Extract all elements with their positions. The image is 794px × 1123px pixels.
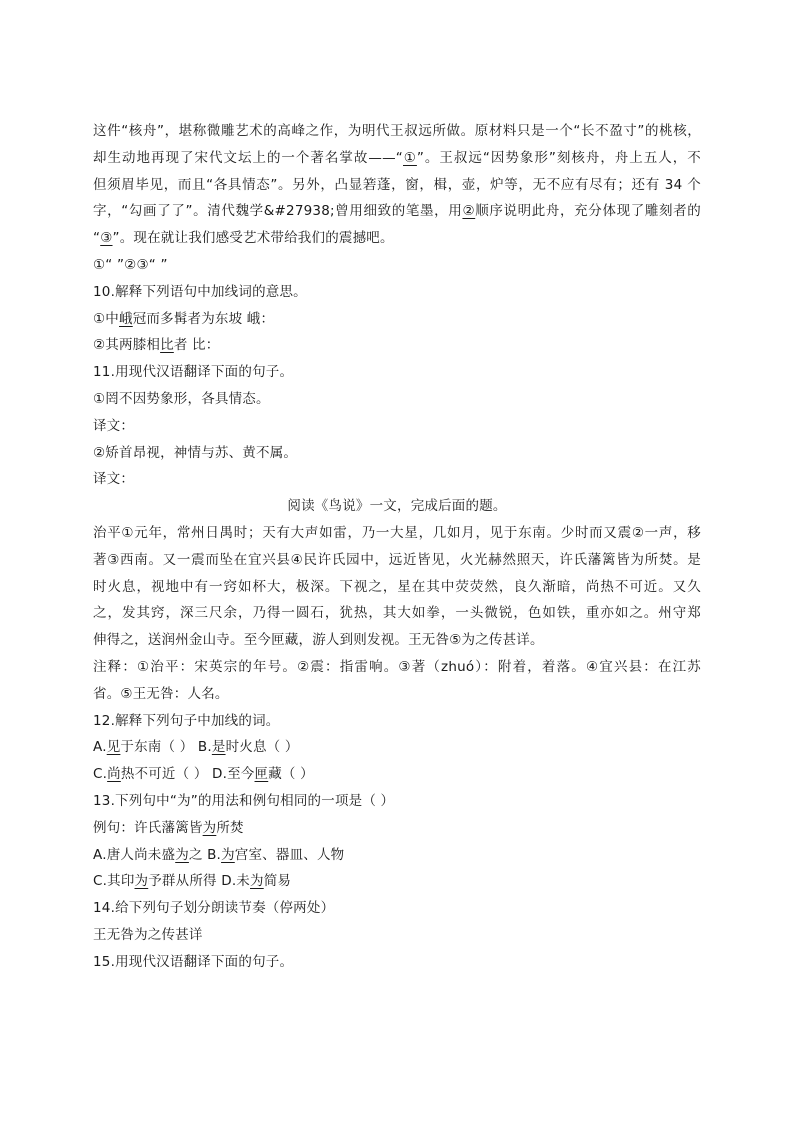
text: D.至今 — [207, 766, 255, 783]
blank-marker-1: ① — [403, 149, 417, 166]
question-13-title: 13.下列句中“为”的用法和例句相同的一项是（ ） — [93, 792, 395, 809]
reading-line: 伸得之，送润州金山寺。至今匣藏，游人到则发视。王无咎⑤为之传甚详。 — [93, 632, 544, 649]
reading-line: 治平①元年，常州日禺时；天有大声如雷，乃一大星，几如月，见于东南。少时而又震②一声，移 — [93, 524, 701, 541]
text: 予群从所得 — [148, 873, 217, 890]
underlined-word: 尚 — [107, 766, 121, 783]
text: B. — [193, 739, 212, 756]
blank-marker-3: ③ — [100, 230, 113, 247]
text: 时火息（ ） — [225, 739, 299, 756]
text: B. — [202, 846, 222, 863]
question-11-item-1: ①罔不因势象形，各具情态。 — [93, 390, 270, 407]
text: 宫室、器皿、人物 — [234, 846, 345, 863]
question-13-options-cd — [93, 868, 701, 895]
question-12-options-ab — [93, 734, 701, 761]
text: 例句：许氏藩篱皆 — [93, 819, 203, 836]
text: ②其两膝相 — [93, 337, 161, 354]
notes-line: 省。⑤王无咎：人名。 — [93, 685, 229, 702]
passage-text: 却生动地再现了宋代文坛上的一个著名掌故——“ — [93, 149, 403, 166]
document-content — [93, 118, 701, 976]
answer-line: ①“ ”②③“ ” — [93, 256, 168, 273]
text: A. — [93, 739, 107, 756]
text: C.其印 — [93, 873, 135, 890]
text: 冠而多髯者为东坡 峨： — [132, 310, 275, 327]
question-12-title: 12.解释下列句子中加线的词。 — [93, 712, 280, 729]
question-11-item-2: ②矫首昂视，神情与苏、黄不属。 — [93, 444, 298, 461]
passage-text: “ — [93, 230, 101, 247]
blank-marker-2: ② — [462, 203, 476, 220]
passage-line — [93, 145, 701, 172]
question-15-title: 15.用现代汉语翻译下面的句子。 — [93, 953, 294, 970]
text: 之 — [188, 846, 203, 863]
underlined-word: 为 — [221, 846, 235, 863]
underlined-word: 为 — [134, 873, 149, 890]
question-14-title: 14.给下列句子划分朗读节奏（停两处） — [93, 900, 335, 917]
translation-label: 译文： — [93, 417, 135, 434]
question-10-item-1 — [93, 306, 701, 333]
underlined-word: 为 — [202, 819, 217, 836]
text: ①中 — [93, 310, 120, 327]
text: 简易 — [263, 873, 292, 890]
translation-label: 译文： — [93, 471, 135, 488]
question-10-item-2 — [93, 332, 701, 359]
passage-text: ”。现在就让我们感受艺术带给我们的震撼吧。 — [112, 230, 394, 247]
text: 于东南（ ） — [120, 739, 194, 756]
question-10-title: 10.解释下列语句中加线词的意思。 — [93, 283, 307, 300]
underlined-word: 见 — [106, 739, 121, 756]
text: A.唐人尚未盛 — [93, 846, 176, 863]
reading-line: 著③西南。又一震而坠在宜兴县④民许氏园中，远近皆见，火光赫然照天，许氏藩篱皆为所焚。是 — [93, 551, 701, 568]
text: 者 比： — [173, 337, 220, 354]
passage-line — [93, 198, 701, 225]
notes-line: 注释：①治平：宋英宗的年号。②震：指雷响。③著（zhuó）：附着，着落。④宜兴县：在江苏 — [93, 658, 701, 675]
passage-line — [93, 225, 701, 252]
passage-line: 这件“核舟”，堪称微雕艺术的高峰之作，为明代王叔远所做。原材料只是一个“长不盈寸”的桃核， — [93, 123, 701, 139]
underlined-word: 是 — [211, 739, 226, 756]
question-12-options-cd — [93, 761, 701, 788]
question-11-title: 11.用现代汉语翻译下面的句子。 — [93, 364, 294, 381]
underlined-word: 比 — [160, 337, 174, 354]
text: C. — [93, 766, 108, 783]
underlined-word: 为 — [250, 873, 264, 890]
text: 藏（ ） — [268, 766, 314, 783]
reading-heading: 阅读《鸟说》一文，完成后面的题。 — [287, 498, 507, 515]
reading-line: 之，发其窍，深三尺余，乃得一圆石，犹热，其大如拳，一头微锐，色如铁，重亦如之。州守郑 — [93, 605, 701, 622]
passage-text: ”。王叔远“因势象形”刻核舟，舟上五人，不 — [416, 149, 701, 166]
text: 热不可近（ ） — [120, 766, 208, 783]
passage-line: 但须眉毕见，而且“各具情态”。另外，凸显箬蓬，窗，楫，壶，炉等，无不应有尽有；还有 34 个 — [93, 176, 701, 193]
text: 所焚 — [216, 819, 244, 836]
question-14-sentence: 王无咎为之传甚详 — [93, 926, 203, 943]
text: D.未 — [216, 873, 251, 890]
underlined-word: 为 — [175, 846, 189, 863]
passage-text: 顺序说明此舟，充分体现了雕刻者的 — [475, 203, 701, 220]
underlined-word: 峨 — [119, 310, 133, 327]
question-13-options-ab — [93, 842, 701, 869]
reading-line: 时火息，视地中有一窍如杯大，极深。下视之，星在其中荧荧然，良久渐暗，尚热不可近。又久 — [93, 578, 701, 595]
question-13-example — [93, 815, 701, 842]
passage-text: 字，“勾画了了”。清代魏学&#27938;曾用细致的笔墨，用 — [93, 203, 463, 220]
underlined-word: 匣 — [254, 766, 269, 783]
